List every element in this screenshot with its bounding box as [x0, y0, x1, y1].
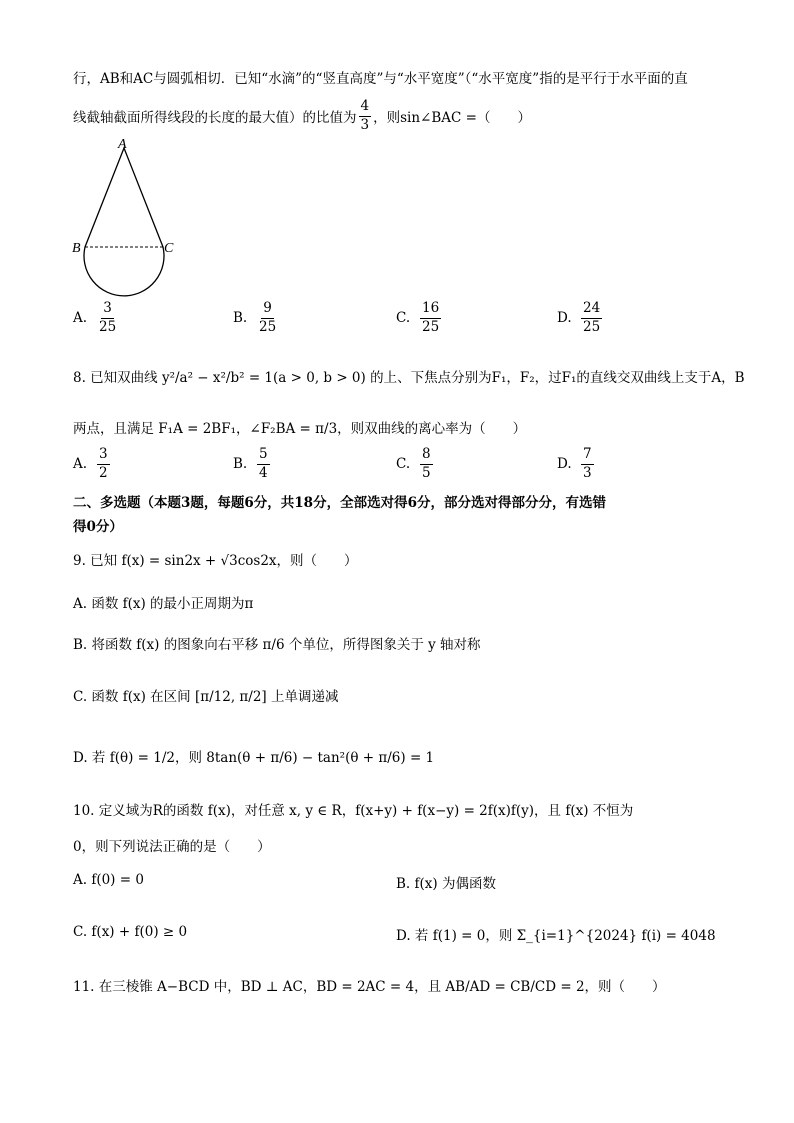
q10-option-b[interactable]: B. f(x) 为偶函数 — [396, 876, 496, 892]
label-a: A — [118, 137, 127, 152]
q10-option-c[interactable]: C. f(x) + f(0) ≥ 0 — [73, 924, 188, 940]
q7-ratio-fraction — [359, 100, 372, 132]
q9-option-d[interactable]: D. 若 f(θ) = 1/2，则 8tan(θ + π/6) − tan²(θ + π/6) = 1 — [73, 750, 435, 766]
q7-option-d[interactable]: D. $\frac{24}{25}$ — [557, 300, 601, 335]
q7-ratio-den: 3 — [360, 116, 370, 133]
q7-text-line2 — [73, 98, 531, 134]
q10-text-line1: 10. 定义域为R的函数 f(x)，对任意 x, y ∈ R，f(x+y) + f(x−y) = 2f(x)f(y)，且 f(x) 不恒为 — [73, 803, 634, 819]
q8-option-c[interactable]: C. $\frac{8}{5}$ — [396, 446, 431, 481]
label-b: B — [72, 241, 81, 256]
section2-heading-line2: 得0分） — [73, 519, 123, 535]
drop-outline — [84, 148, 164, 296]
q7-ratio-num: 4 — [359, 100, 372, 117]
section2-heading-line1: 二、多选题（本题3题，每题6分，共18分，全部选对得6分，部分选对得部分分，有选错 — [73, 495, 606, 511]
q7-option-b[interactable]: B. $\frac{9}{25}$ — [233, 300, 277, 335]
q9-option-a[interactable]: A. 函数 f(x) 的最小正周期为π — [73, 596, 254, 612]
q10-text-line2: 0，则下列说法正确的是（ ） — [73, 839, 271, 855]
q8-text-line2: 两点，且满足 F₁A = 2BF₁，∠F₂BA = π/3，则双曲线的离心率为（ ） — [73, 421, 527, 437]
q7-option-a[interactable]: A. $\frac{3}{25}$ — [73, 300, 117, 335]
q7-line2-end: ，则sin∠BAC =（ ） — [373, 110, 531, 126]
q8-option-a[interactable]: A. $\frac{3}{2}$ — [73, 446, 108, 481]
q8-option-b[interactable]: B. $\frac{5}{4}$ — [233, 446, 268, 481]
q7-option-c[interactable]: C. $\frac{16}{25}$ — [396, 300, 440, 335]
label-c: C — [164, 241, 174, 256]
water-drop-figure — [68, 135, 188, 300]
q9-option-b[interactable]: B. 将函数 f(x) 的图象向右平移 π/6 个单位，所得图象关于 y 轴对称 — [73, 637, 481, 653]
q8-text-line1: 8. 已知双曲线 y²/a² − x²/b² = 1(a > 0, b > 0) 的上、下焦点分别为F₁，F₂，过F₁的直线交双曲线上支于A，B — [73, 370, 745, 386]
q8-option-d[interactable]: D. $\frac{7}{3}$ — [557, 446, 592, 481]
q9-stem: 9. 已知 f(x) = sin2x + √3cos2x，则（ ） — [73, 553, 358, 569]
q10-option-d[interactable]: D. 若 f(1) = 0，则 Σ_{i=1}^{2024} f(i) = 4048 — [396, 928, 716, 944]
q9-option-c[interactable]: C. 函数 f(x) 在区间 [π/12, π/2] 上单调递减 — [73, 689, 339, 705]
q11-stem: 11. 在三棱锥 A−BCD 中，BD ⊥ AC，BD = 2AC = 4，且 AB/AD = CB/CD = 2，则（ ） — [73, 979, 666, 995]
q10-option-a[interactable]: A. f(0) = 0 — [73, 872, 144, 888]
q7-text-line1: 行，AB和AC与圆弧相切．已知“水滴”的“竖直高度”与“水平宽度”（“水平宽度”指的是平行于水平面的直 — [73, 71, 688, 87]
q7-line2-start: 线截轴截面所得线段的长度的最大值）的比值为 — [73, 110, 357, 126]
